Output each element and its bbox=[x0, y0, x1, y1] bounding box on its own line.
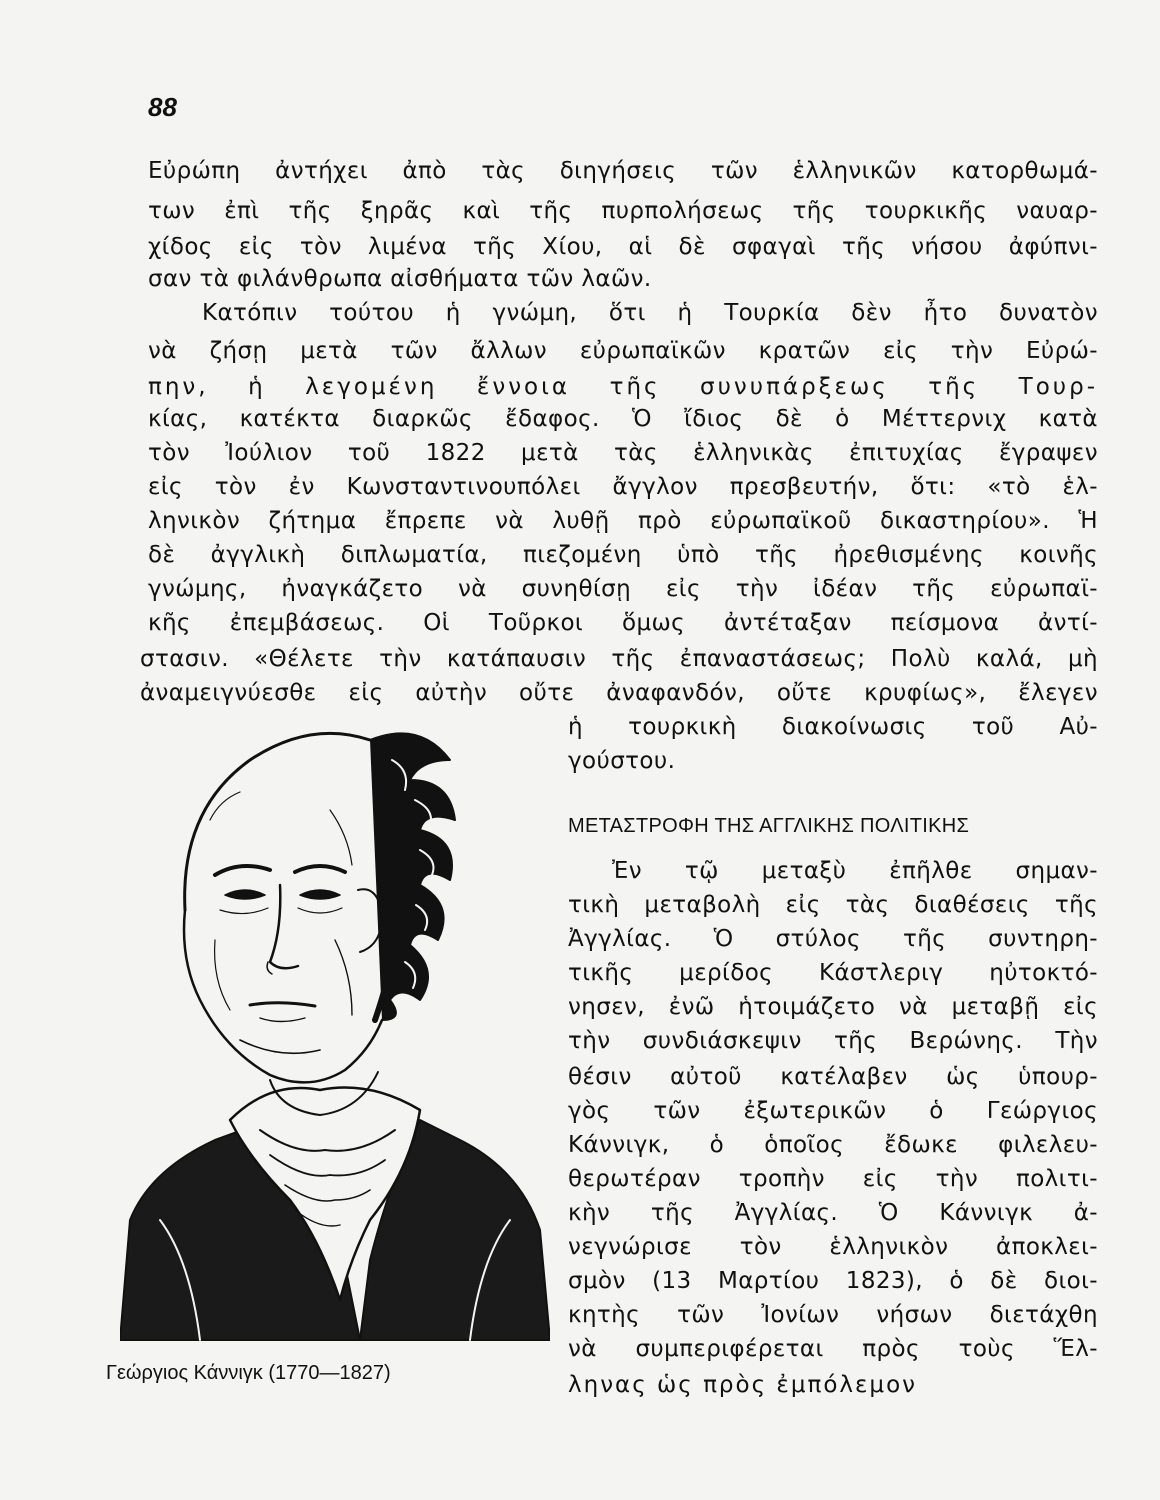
text-line: γνώμης, ἠναγκάζετο νὰ συνηθίσῃ εἰς τὴν ἰδέαν τῆς εὐρωπαϊ- bbox=[148, 576, 1098, 602]
text-line: σμὸν (13 Μαρτίου 1823), ὁ δὲ διοι- bbox=[568, 1268, 1098, 1294]
text-line: θερωτέραν τροπὴν εἰς τὴν πολιτι- bbox=[568, 1166, 1098, 1192]
text-line: Εὐρώπη ἀντήχει ἀπὸ τὰς διηγήσεις τῶν ἑλληνικῶν κατορθωμά- bbox=[148, 158, 1098, 184]
text-line: δὲ ἀγγλικὴ διπλωματία, πιεζομένη ὑπὸ τῆς ἠρεθισμένης κοινῆς bbox=[148, 542, 1098, 568]
section-heading: ΜΕΤΑΣΤΡΟΦΗ ΤΗΣ ΑΓΓΛΙΚΗΣ ΠΟΛΙΤΙΚΗΣ bbox=[568, 815, 970, 837]
text-line: πην, ἡ λεγομένη ἔννοια τῆς συνυπάρξεως τῆς Τουρ- bbox=[148, 374, 1098, 400]
text-line: κίας, κατέκτα διαρκῶς ἔδαφος. Ὁ ἴδιος δὲ ὁ Μέττερνιχ κατὰ bbox=[148, 406, 1098, 432]
text-line: των ἐπὶ τῆς ξηρᾶς καὶ τῆς πυρπολήσεως τῆς τουρκικῆς ναυαρ- bbox=[148, 198, 1098, 224]
text-line: ληνικὸν ζήτημα ἔπρεπε νὰ λυθῇ πρὸ εὐρωπαϊκοῦ δικαστηρίου». Ἡ bbox=[148, 508, 1098, 534]
text-line: σαν τὰ φιλάνθρωπα αἰσθήματα τῶν λαῶν. bbox=[148, 266, 652, 292]
text-line: τικῆς μερίδος Κάστλεριγ ηὐτοκτό- bbox=[568, 960, 1098, 986]
text-line: κητὴς τῶν Ἰονίων νήσων διετάχθη bbox=[568, 1302, 1098, 1328]
text-line: ἡ τουρκικὴ διακοίνωσις τοῦ Αὐ- bbox=[568, 714, 1098, 740]
text-line: κῆς ἐπεμβάσεως. Οἱ Τοῦρκοι ὅμως ἀντέταξαν πείσμονα ἀντί- bbox=[148, 610, 1098, 636]
portrait-engraving bbox=[120, 700, 550, 1350]
text-line: εἰς τὸν ἐν Κωνσταντινουπόλει ἄγγλον πρεσβευτήν, ὅτι: «τὸ ἑλ- bbox=[148, 474, 1098, 500]
text-line: ἀναμειγνύεσθε εἰς αὐτὴν οὔτε ἀναφανδόν, οὔτε κρυφίως», ἔλεγεν bbox=[140, 680, 1098, 706]
text-line: ληνας ὡς πρὸς ἐμπόλεμον bbox=[568, 1372, 917, 1398]
text-line: Κατόπιν τούτου ἡ γνώμη, ὅτι ἡ Τουρκία δὲν ἦτο δυνατὸν bbox=[202, 300, 1098, 326]
text-line: τὴν συνδιάσκεψιν τῆς Βερώνης. Τὴν bbox=[568, 1028, 1098, 1054]
text-line: χίδος εἰς τὸν λιμένα τῆς Χίου, αἱ δὲ σφαγαὶ τῆς νήσου ἀφύπνι- bbox=[148, 234, 1098, 260]
page-number: 88 bbox=[148, 92, 177, 122]
text-line: θέσιν αὐτοῦ κατέλαβεν ὡς ὑπουρ- bbox=[568, 1064, 1098, 1090]
text-line: Κάννιγκ, ὁ ὁποῖος ἔδωκε φιλελευ- bbox=[568, 1132, 1098, 1158]
text-line: Ἀγγλίας. Ὁ στύλος τῆς συντηρη- bbox=[568, 926, 1098, 952]
text-line: τὸν Ἰούλιον τοῦ 1822 μετὰ τὰς ἑλληνικὰς ἐπιτυχίας ἔγραψεν bbox=[148, 440, 1098, 466]
text-line: νὰ συμπεριφέρεται πρὸς τοὺς Ἕλ- bbox=[568, 1336, 1098, 1362]
text-line: νεγνώρισε τὸν ἑλληνικὸν ἀποκλει- bbox=[568, 1234, 1098, 1260]
text-line: νὰ ζήσῃ μετὰ τῶν ἄλλων εὐρωπαϊκῶν κρατῶν εἰς τὴν Εὐρώ- bbox=[148, 338, 1098, 364]
portrait-caption: Γεώργιος Κάννιγκ (1770—1827) bbox=[106, 1362, 391, 1384]
text-line: γὸς τῶν ἐξωτερικῶν ὁ Γεώργιος bbox=[568, 1098, 1098, 1124]
text-line: νησεν, ἐνῶ ἡτοιμάζετο νὰ μεταβῇ εἰς bbox=[568, 994, 1098, 1020]
text-line: Ἐν τῷ μεταξὺ ἐπῆλθε σημαν- bbox=[612, 858, 1098, 884]
text-line: τικὴ μεταβολὴ εἰς τὰς διαθέσεις τῆς bbox=[568, 892, 1098, 918]
text-line: κὴν τῆς Ἀγγλίας. Ὁ Κάννιγκ ἀ- bbox=[568, 1200, 1098, 1226]
text-line: γούστου. bbox=[568, 748, 676, 774]
text-line: στασιν. «Θέλετε τὴν κατάπαυσιν τῆς ἐπαναστάσεως; Πολὺ καλά, μὴ bbox=[140, 646, 1098, 672]
